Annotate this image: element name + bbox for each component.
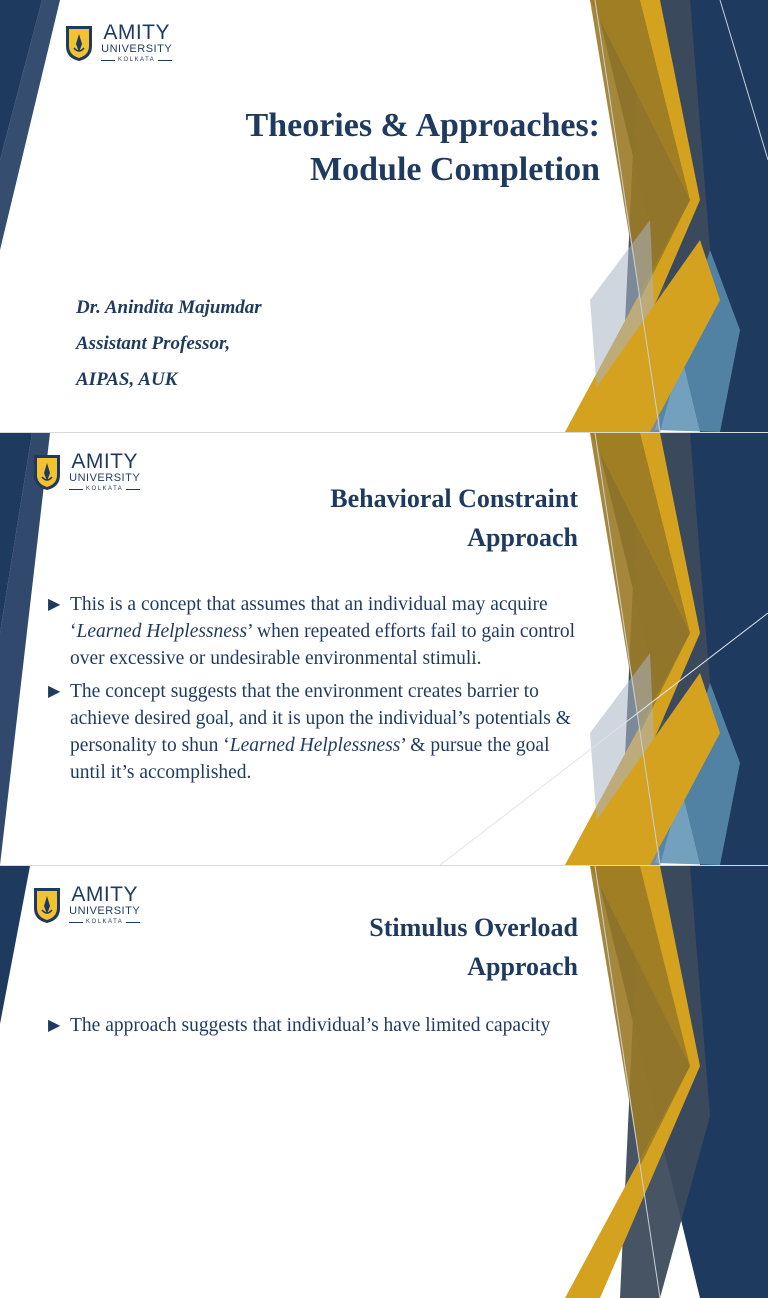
bullet-text: The concept suggests that the environment creates barrier to achieve desired goal, and it is upon the individual’s potentials & personality to shun ‘ bbox=[70, 681, 571, 756]
author-role: Assistant Professor, bbox=[76, 333, 231, 354]
bullet-emphasis: Learned Helplessness bbox=[229, 735, 401, 756]
logo-kolkata: KOLKATA bbox=[98, 57, 175, 63]
bullet-text: This is a concept that assumes that an individual may acquire ‘ bbox=[70, 594, 548, 642]
slide-1 bbox=[0, 0, 768, 432]
slide-2 bbox=[0, 433, 768, 865]
author-block bbox=[76, 290, 262, 398]
amity-logo bbox=[32, 451, 143, 492]
logo-university: UNIVERSITY bbox=[69, 472, 141, 484]
title-line-2: Approach bbox=[467, 523, 578, 552]
bullet-item bbox=[48, 591, 578, 672]
bullet-text: ’ when repeated efforts fail to gain control over excessive or undesirable environmental stimuli. bbox=[70, 621, 576, 669]
title-line-2: Module Completion bbox=[310, 151, 600, 188]
logo-kolkata: KOLKATA bbox=[66, 486, 143, 492]
bullet-emphasis: Learned Helplessness bbox=[76, 621, 248, 642]
logo-amity: AMITY bbox=[71, 883, 138, 906]
logo-amity: AMITY bbox=[71, 450, 138, 473]
crest-icon bbox=[32, 886, 62, 924]
bullet-arrow-icon: ▶ bbox=[48, 683, 61, 700]
slide-3 bbox=[0, 866, 768, 1036]
crest-icon bbox=[32, 453, 62, 491]
logo-university: UNIVERSITY bbox=[69, 905, 141, 917]
amity-logo bbox=[32, 884, 143, 925]
slide-title bbox=[200, 479, 578, 557]
bullet-arrow-icon: ▶ bbox=[48, 1017, 61, 1034]
bullet-list bbox=[48, 1012, 578, 1039]
bullet-list bbox=[48, 591, 578, 792]
title-line-1: Behavioral Constraint bbox=[330, 484, 578, 513]
bullet-arrow-icon: ▶ bbox=[48, 596, 61, 613]
amity-logo bbox=[64, 22, 175, 63]
bullet-item bbox=[48, 678, 578, 786]
left-blue-shard bbox=[0, 866, 30, 1024]
logo-university: UNIVERSITY bbox=[101, 43, 173, 55]
logo-amity: AMITY bbox=[103, 21, 170, 44]
author-name: Dr. Anindita Majumdar bbox=[76, 297, 262, 318]
slide-title bbox=[160, 104, 600, 192]
title-line-2: Approach bbox=[467, 952, 578, 981]
bullet-text: ’ & pursue the goal until it’s accomplished. bbox=[70, 735, 550, 783]
bullet-item bbox=[48, 1012, 578, 1039]
logo-kolkata: KOLKATA bbox=[66, 919, 143, 925]
bullet-text: The approach suggests that individual’s have limited capacity bbox=[70, 1015, 551, 1036]
title-line-1: Theories & Approaches: bbox=[245, 107, 600, 144]
author-affiliation: AIPAS, AUK bbox=[76, 369, 178, 390]
slide-title bbox=[200, 908, 578, 986]
crest-icon bbox=[64, 24, 94, 62]
title-line-1: Stimulus Overload bbox=[369, 913, 578, 942]
